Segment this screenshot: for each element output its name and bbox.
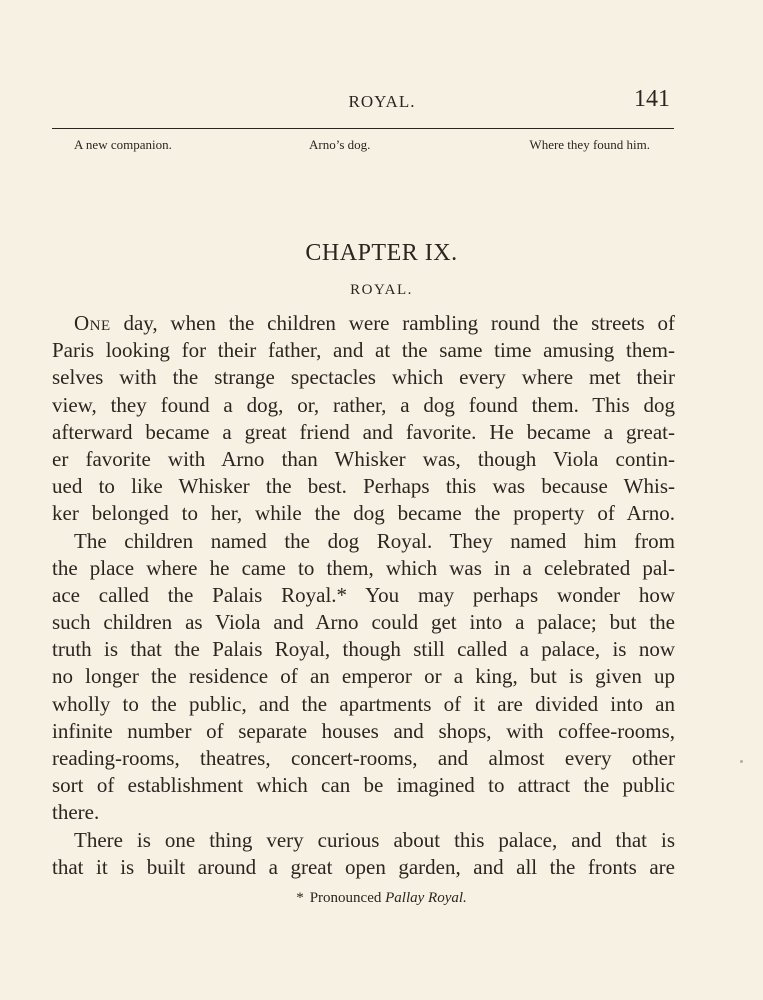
text-line: Paris looking for their father, and at the same time amusing them- (52, 338, 675, 363)
text-line: truth is that the Palais Royal, though still called a palace, is now (52, 637, 675, 662)
text-line: that it is built around a great open garden, and all the fronts are (52, 854, 675, 879)
text-line: ued to like Whisker the best. Perhaps this was because Whis- (52, 474, 675, 499)
text-line: there. (52, 800, 100, 825)
footnote-mark: * (296, 890, 304, 906)
footnote-text: Pronounced (309, 890, 382, 906)
running-title: ROYAL. (348, 92, 416, 111)
text-line: infinite number of separate houses and shops, with coffee-rooms, (52, 718, 675, 743)
topic-item: Where they found him. (529, 137, 650, 152)
text-line: ker belonged to her, while the dog became the property of Arno. (52, 501, 675, 526)
text-line: There is one thing very curious about this palace, and that is (74, 827, 675, 852)
text-line: One day, when the children were rambling round the streets of (74, 311, 675, 335)
body-text (52, 310, 675, 881)
text-line: wholly to the public, and the apartments of it are divided into an (52, 691, 675, 716)
text-line: the place where he came to them, which was in a celebrated pal- (52, 555, 675, 580)
chapter-subtitle: ROYAL. (350, 282, 413, 298)
text-line: er favorite with Arno than Whisker was, though Viola contin- (52, 446, 675, 471)
header-rule (52, 128, 674, 129)
footnote-italic: Pallay Royal. (385, 890, 467, 906)
footnote (0, 890, 763, 907)
text-line: no longer the residence of an emperor or a king, but is given up (52, 664, 675, 689)
running-head (52, 88, 672, 118)
text-line: such children as Viola and Arno could get into a palace; but the (52, 610, 675, 635)
text-line: selves with the strange spectacles which every where met their (52, 365, 675, 390)
topic-item: A new companion. (74, 137, 172, 152)
topic-item: Arno’s dog. (309, 137, 371, 152)
text-line: sort of establishment which can be imagined to attract the public (52, 773, 675, 798)
lead-word: One (74, 311, 111, 335)
text-line: reading-rooms, theatres, concert-rooms, and almost every other (52, 746, 675, 770)
chapter-heading: CHAPTER IX. (305, 240, 458, 266)
paper-speck (740, 760, 743, 763)
topic-summary (74, 137, 650, 155)
text-line: afterward became a great friend and favorite. He became a great- (52, 419, 675, 444)
text-line: The children named the dog Royal. They named him from (74, 528, 675, 553)
text-line: view, they found a dog, or, rather, a dog found them. This dog (52, 392, 675, 417)
page-number: 141 (634, 86, 670, 112)
text-line: ace called the Palais Royal.* You may perhaps wonder how (52, 582, 675, 607)
